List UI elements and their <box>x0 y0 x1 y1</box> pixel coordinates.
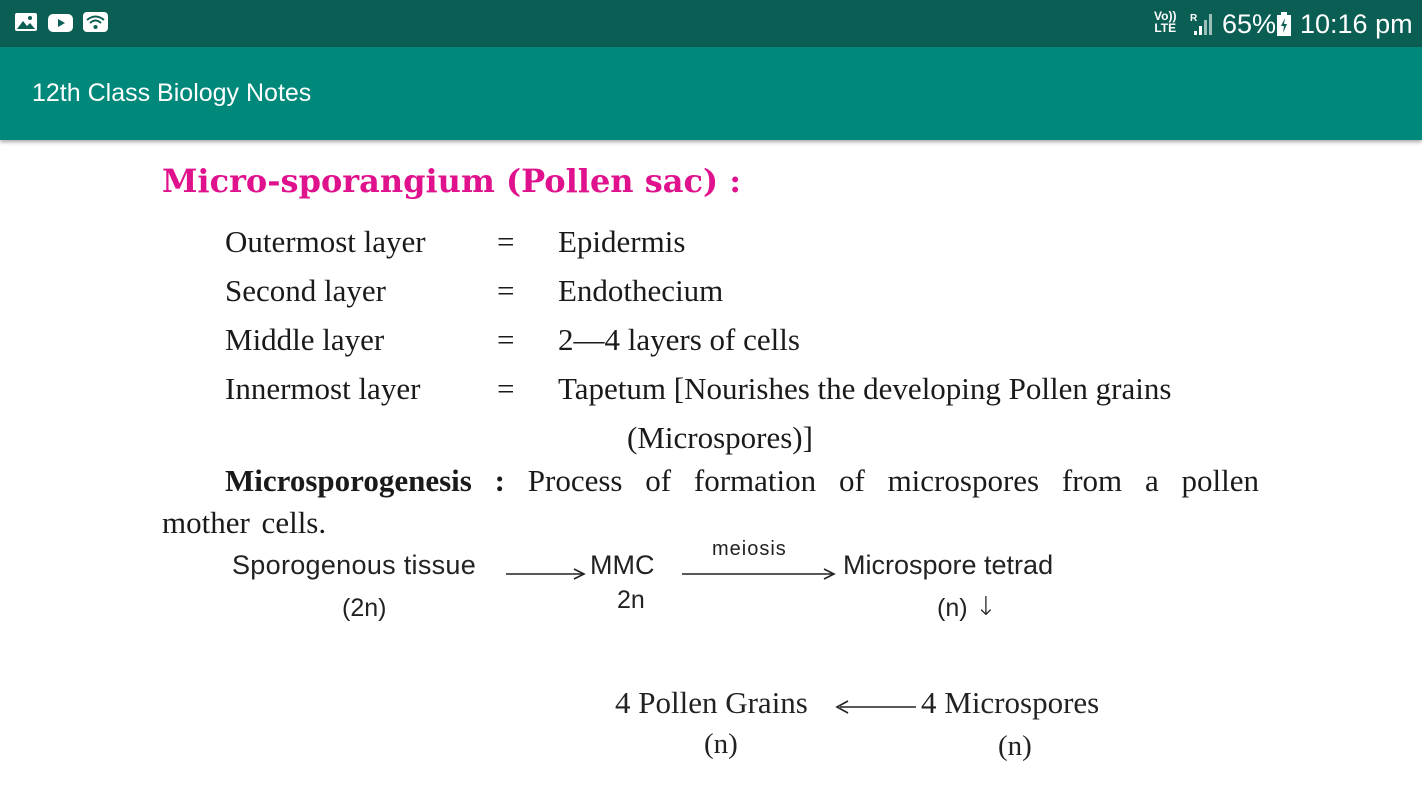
flow-meiosis-label: meiosis <box>712 538 787 560</box>
section-heading: Micro-sporangium (Pollen sac) : <box>162 162 742 200</box>
flow-ploidy-label: (n) <box>704 728 738 760</box>
flow-arrow-right <box>506 568 586 580</box>
youtube-icon <box>48 14 73 32</box>
battery-percent: 65% <box>1222 9 1277 39</box>
equals-sign: = <box>497 273 515 308</box>
down-arrow-icon: ↓ <box>975 592 997 622</box>
layer-value: 2—4 layers of cells <box>558 322 800 357</box>
term-label: Microsporogenesis : <box>225 463 505 498</box>
layer-label: Outermost layer <box>225 224 426 259</box>
flow-pollen-grains: 4 Pollen Grains <box>615 685 808 720</box>
status-bar <box>0 0 1422 47</box>
wifi-icon <box>83 12 108 32</box>
layer-value: Epidermis <box>558 224 686 259</box>
flow-arrow-right <box>682 568 836 580</box>
equals-sign: = <box>497 224 515 259</box>
network-type-label: Vo)) LTE <box>1154 9 1177 35</box>
layer-label: Middle layer <box>225 322 385 357</box>
flow-arrow-left <box>836 700 916 714</box>
flow-mmc: MMC <box>590 550 655 580</box>
equals-sign: = <box>497 322 515 357</box>
clock: 10:16 pm <box>1300 9 1413 39</box>
flow-sporogenous-tissue: Sporogenous tissue <box>232 550 477 580</box>
equals-sign: = <box>497 371 515 406</box>
layer-value: Endothecium <box>558 273 724 308</box>
notes-content[interactable] <box>0 140 1422 800</box>
gallery-icon <box>14 12 38 32</box>
layer-value-continuation: (Microspores)] <box>627 420 813 455</box>
flow-microspores: 4 Microspores <box>921 685 1100 720</box>
flow-microspore-tetrad: Microspore tetrad <box>843 550 1054 580</box>
app-title: 12th Class Biology Notes <box>32 79 312 107</box>
layer-value: Tapetum [Nourishes the developing Pollen grains <box>558 371 1172 406</box>
layer-label: Second layer <box>225 273 386 308</box>
app-bar <box>0 47 1422 140</box>
definition-text: Process of formation of microspores from a pollen mother cells. <box>162 463 1259 540</box>
flow-ploidy-label: (n) <box>998 730 1032 762</box>
flow-ploidy-label: (2n) <box>342 594 387 622</box>
signal-icon <box>1190 12 1214 36</box>
flow-ploidy-label: (n) <box>937 594 968 622</box>
microsporogenesis-definition <box>162 460 1259 544</box>
layer-label: Innermost layer <box>225 371 421 406</box>
roaming-indicator: R <box>1190 13 1198 24</box>
battery-icon <box>1276 12 1292 36</box>
flow-ploidy-label: 2n <box>617 586 645 614</box>
